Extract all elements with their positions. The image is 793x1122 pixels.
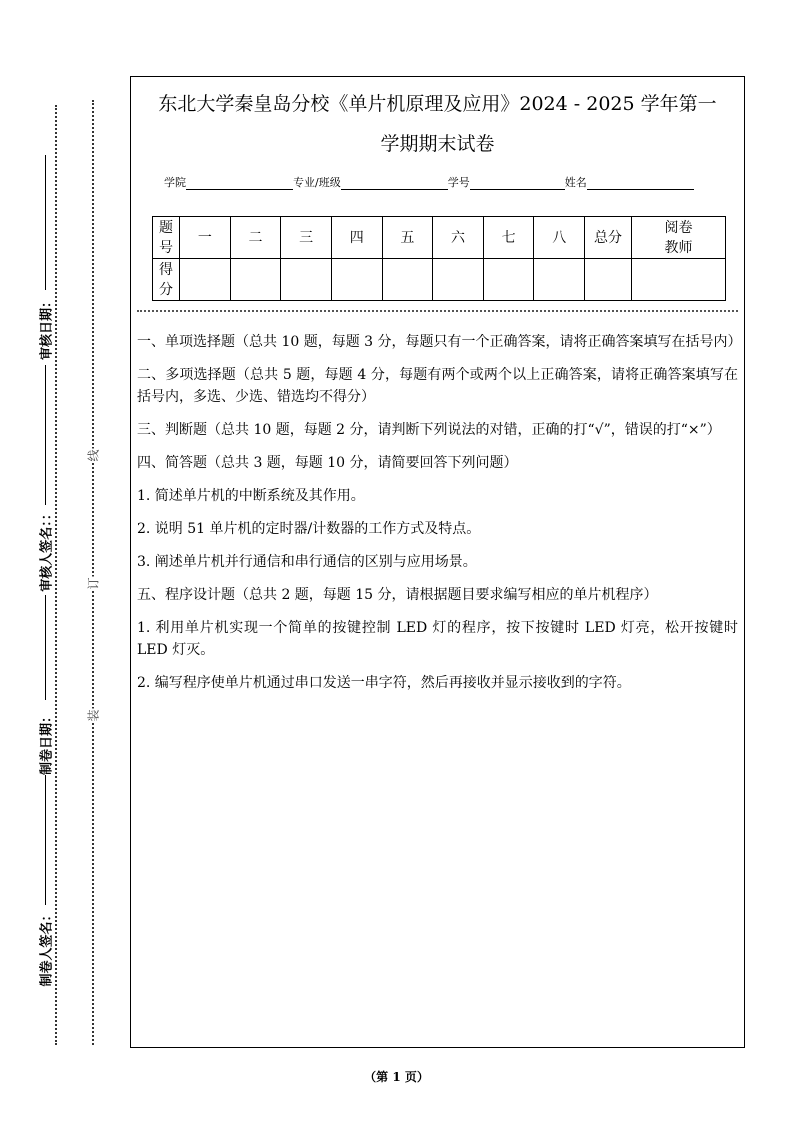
column-header-total: 总分 xyxy=(585,217,632,259)
table-row xyxy=(153,259,726,301)
question: 2. 编写程序使单片机通过串口发送一串字符，然后再接收并显示接收到的字符。 xyxy=(137,675,631,691)
score-cell[interactable] xyxy=(230,259,281,301)
table-row xyxy=(153,217,726,259)
question: 2. 说明 51 单片机的定时器/计数器的工作方式及特点。 xyxy=(137,521,481,537)
column-header: 一 xyxy=(180,217,231,259)
field-label-student-id: 学号 xyxy=(447,176,470,189)
exam-frame xyxy=(130,76,745,1048)
exam-content xyxy=(137,331,742,705)
score-cell[interactable] xyxy=(585,259,632,301)
column-header: 七 xyxy=(483,217,534,259)
signature-line xyxy=(45,595,46,700)
signature-line xyxy=(45,155,46,290)
score-cell[interactable] xyxy=(433,259,484,301)
paper-date-label: 制卷日期： xyxy=(39,710,55,776)
column-header: 二 xyxy=(230,217,281,259)
section-heading: 一、单项选择题（总共 10 题，每题 3 分，每题只有一个正确答案，请将正确答案填写在括号内） xyxy=(137,334,742,350)
section-heading: 三、判断题（总共 10 题，每题 2 分，请判断下列说法的对错，正确的打“√”，错误的打“×”） xyxy=(137,422,721,438)
column-header: 三 xyxy=(281,217,332,259)
review-date-label: 审核日期： xyxy=(39,295,55,361)
exam-title-line1: 东北大学秦皇岛分校《单片机原理及应用》2024 - 2025 学年第一 xyxy=(158,93,717,115)
score-cell[interactable] xyxy=(483,259,534,301)
score-cell[interactable] xyxy=(281,259,332,301)
exam-title-line2: 学期期末试卷 xyxy=(380,133,495,155)
page-number: （第 1 页） xyxy=(364,1070,429,1084)
score-cell[interactable] xyxy=(534,259,585,301)
paper-author-signature-label: 制卷人签名： xyxy=(39,908,55,987)
binding-mark-xian: 线 xyxy=(86,449,101,462)
field-label-major-class: 专业/班级 xyxy=(293,176,341,189)
binding-dotted-line xyxy=(92,100,94,1045)
field-label-college: 学院 xyxy=(164,176,186,189)
row-header-question: 题号 xyxy=(153,217,180,259)
signature-line xyxy=(45,365,46,505)
score-cell[interactable] xyxy=(331,259,382,301)
section-heading: 五、程序设计题（总共 2 题，每题 15 分，请根据题目要求编写相应的单片机程序） xyxy=(137,587,658,603)
score-cell[interactable] xyxy=(180,259,231,301)
score-table xyxy=(152,216,726,301)
section-heading: 二、多项选择题（总共 5 题，每题 4 分，每题有两个或两个以上正确答案，请将正确答案填写在括号内，多选、少选、错选均不得分） xyxy=(137,367,738,405)
column-header: 六 xyxy=(433,217,484,259)
dotted-line xyxy=(55,105,57,1045)
column-header: 四 xyxy=(331,217,382,259)
binding-mark-zhuang: 装 xyxy=(86,709,101,722)
question: 1. 简述单片机的中断系统及其作用。 xyxy=(137,488,365,504)
question: 3. 阐述单片机并行通信和串行通信的区别与应用场景。 xyxy=(137,554,477,570)
signature-line xyxy=(45,775,46,905)
question: 1. 利用单片机实现一个简单的按键控制 LED 灯的程序，按下按键时 LED 灯亮，松开按键时 LED 灯灭。 xyxy=(137,620,738,658)
row-header-score: 得分 xyxy=(153,259,180,301)
column-header: 八 xyxy=(534,217,585,259)
college-input[interactable] xyxy=(186,177,293,190)
reviewer-signature-label: 审核人签名：： xyxy=(39,507,55,592)
field-label-name: 姓名 xyxy=(564,176,587,189)
student-id-input[interactable] xyxy=(470,177,565,190)
student-info-fields xyxy=(164,174,694,190)
score-cell[interactable] xyxy=(382,259,433,301)
column-header: 五 xyxy=(382,217,433,259)
column-header-grader: 阅卷教师 xyxy=(632,217,726,259)
dotted-separator xyxy=(137,310,738,312)
name-input[interactable] xyxy=(587,177,694,190)
major-class-input[interactable] xyxy=(341,177,448,190)
section-heading: 四、简答题（总共 3 题，每题 10 分，请简要回答下列问题） xyxy=(137,455,518,471)
binding-mark-ding: 订 xyxy=(86,577,101,590)
score-cell[interactable] xyxy=(632,259,726,301)
